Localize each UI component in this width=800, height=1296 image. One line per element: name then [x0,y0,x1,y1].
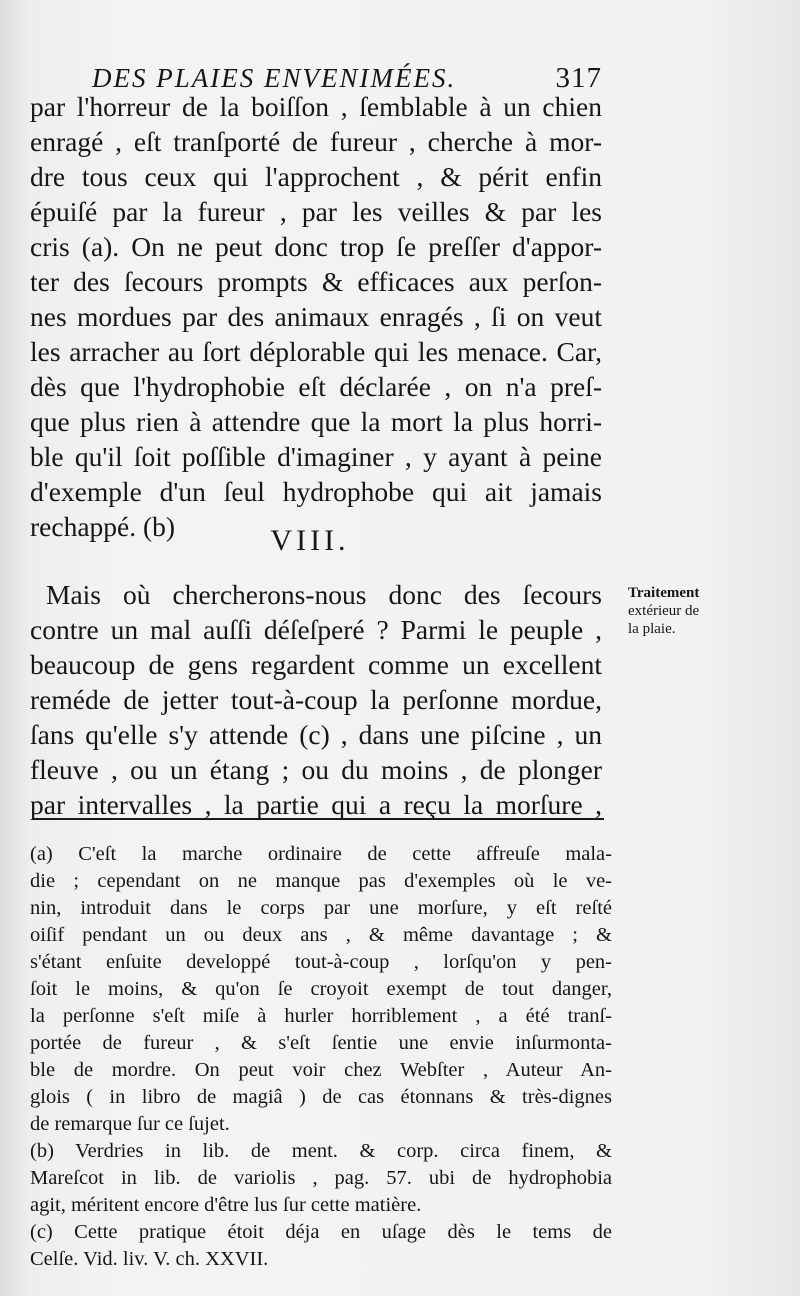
body-line: par l'horreur de la boiſſon , ſemblable à un chien [30,91,602,122]
footnote-line: portée de fureur , & s'eſt ſentie une envie inſurmonta- [30,1032,612,1054]
footnote-line: glois ( in libro de magiâ ) de cas étonnans & très-dignes [30,1086,612,1108]
footnote-line: de remarque ſur ce ſujet. [30,1113,230,1135]
footnote-line: die ; cependant on ne manque pas d'exemples où le ve- [30,870,612,892]
footnote-rule [32,818,604,820]
footnote-line: s'étant enſuite developpé tout-à-coup , lorſqu'on y pen- [30,951,612,973]
footnote-line: (b) Verdries in lib. de ment. & corp. circa finem, & [30,1140,612,1162]
footnote-line: la perſonne s'eſt miſe à hurler horriblement , a été tranſ- [30,1005,612,1027]
body-line: nes mordues par des animaux enragés , ſi on veut [30,301,602,332]
footnote-line: nin, introduit dans le corps par une morſure, y eſt reſté [30,897,612,919]
section-line: contre un mal auſſi déſeſperé ? Parmi le peuple , [30,614,602,645]
section-line: ſans qu'elle s'y attende (c) , dans une piſcine , un [30,719,602,750]
body-line: cris (a). On ne peut donc trop ſe preſſer d'appor- [30,231,602,262]
body-line: enragé , eſt tranſporté de fureur , cherche à mor- [30,126,602,157]
footnote-line: oiſif pendant un ou deux ans , & même davantage ; & [30,924,612,946]
body-line: d'exemple d'un ſeul hydrophobe qui ait jamais [30,476,602,507]
body-line: ble qu'il ſoit poſſible d'imaginer , y ayant à peine [30,441,602,472]
footnote-line: agit, méritent encore d'être lus ſur cette matière. [30,1194,422,1216]
section-line: par intervalles , la partie qui a reçu la morſure , [30,789,602,820]
margin-note-line: la plaie. [628,621,676,637]
section-line: reméde de jetter tout-à-coup la perſonne mordue, [30,684,602,715]
margin-note [628,584,798,638]
margin-note-line: extérieur de [628,603,700,619]
section-number: VIII. [270,524,350,557]
body-line: les arracher au ſort déplorable qui les menace. Car, [30,336,602,367]
margin-note-line: Traitement [628,585,700,601]
body-line: épuiſé par la fureur , par les veilles & par les [30,196,602,227]
footnote-line: ſoit le moins, & qu'on ſe croyoit exempt de tout danger, [30,978,612,1000]
page-number: 317 [555,62,602,94]
section-line: fleuve , ou un étang ; ou du moins , de plonger [30,754,602,785]
footnote-line: Celſe. Vid. liv. V. ch. XXVII. [30,1248,269,1270]
body-line: dre tous ceux qui l'approchent , & périt enfin [30,161,602,192]
body-line: rechappé. (b) [30,511,176,542]
footnote-line: (c) Cette pratique étoit déja en uſage dès le tems de [30,1221,612,1243]
footnote-line: ble de mordre. On peut voir chez Webſter , Auteur An- [30,1059,612,1081]
body-line: dès que l'hydrophobie eſt déclarée , on n'a preſ- [30,371,602,402]
body-line: ter des ſecours prompts & efficaces aux perſon- [30,266,602,297]
body-line: que plus rien à attendre que la mort la plus horri- [30,406,602,437]
running-title: DES PLAIES ENVENIMÉES. [92,63,457,93]
footnote-line: Mareſcot in lib. de variolis , pag. 57. ubi de hydrophobia [30,1167,612,1189]
section-line: Mais où chercherons-nous donc des ſecours [46,579,602,610]
footnote-line: (a) C'eſt la marche ordinaire de cette affreuſe mala- [30,843,612,865]
section-line: beaucoup de gens regardent comme un excellent [30,649,602,680]
